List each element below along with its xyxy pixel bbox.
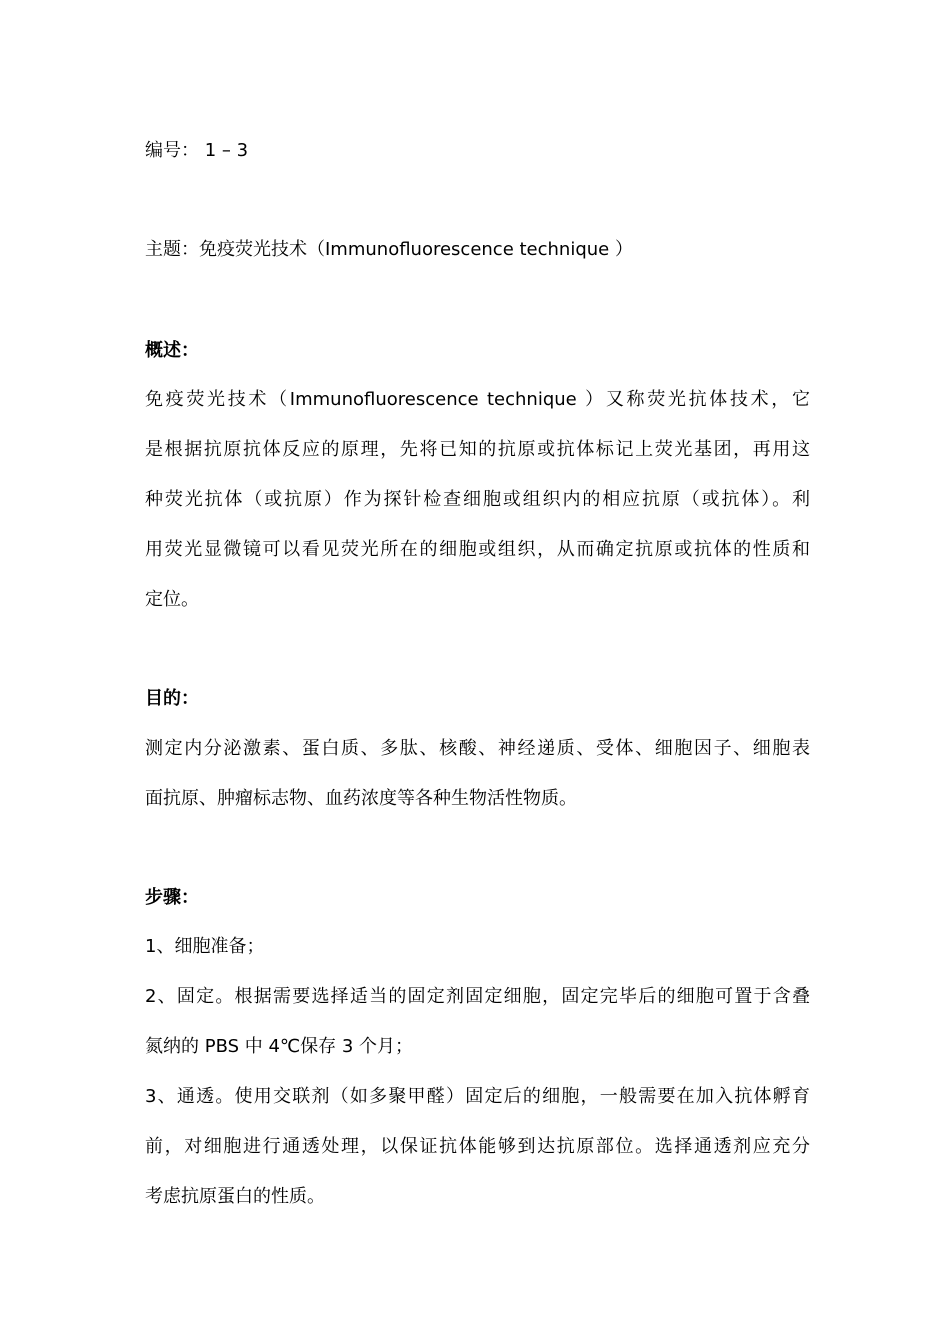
step-line: 考虑抗原蛋白的性质。 [145, 1186, 325, 1207]
step-line: 2、固定。根据需要选择适当的固定剂固定细胞，固定完毕后的细胞可置于含叠 [145, 986, 810, 1007]
overview-line: 用荧光显微镜可以看见荧光所在的细胞或组织，从而确定抗原或抗体的性质和 [145, 539, 810, 560]
step-line: 3、通透。使用交联剂（如多聚甲醛）固定后的细胞，一般需要在加入抗体孵育 [145, 1086, 810, 1107]
step-line: 前，对细胞进行通透处理，以保证抗体能够到达抗原部位。选择通透剂应充分 [145, 1136, 810, 1157]
overview-line: 种荧光抗体（或抗原）作为探针检查细胞或组织内的相应抗原（或抗体）。利 [145, 489, 810, 510]
steps-heading: 步骤： [145, 887, 199, 908]
purpose-heading: 目的： [145, 688, 199, 709]
overview-line: 免疫荧光技术（Immunofluorescence technique ）又称荧光抗体技术，它 [145, 389, 810, 410]
document-subject: 主题：免疫荧光技术（Immunofluorescence technique ） [145, 239, 633, 260]
purpose-line: 面抗原、肿瘤标志物、血药浓度等各种生物活性物质。 [145, 788, 577, 809]
overview-line: 是根据抗原抗体反应的原理，先将已知的抗原或抗体标记上荧光基团，再用这 [145, 439, 810, 460]
step-line: 1、细胞准备； [145, 936, 265, 957]
purpose-line: 测定内分泌激素、蛋白质、多肽、核酸、神经递质、受体、细胞因子、细胞表 [145, 738, 810, 759]
overview-line: 定位。 [145, 589, 199, 610]
document-number: 编号： 1 – 3 [145, 140, 249, 161]
step-line: 氮纳的 PBS 中 4℃保存 3 个月； [145, 1036, 414, 1057]
overview-heading: 概述： [145, 340, 199, 361]
